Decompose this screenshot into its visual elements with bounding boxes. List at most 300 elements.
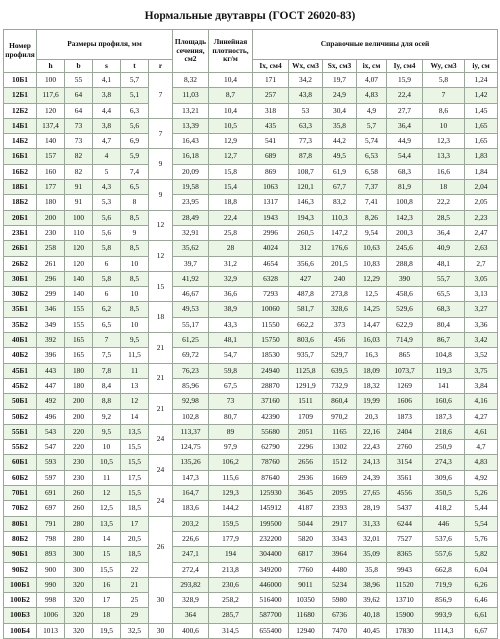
cell-Wx: 2051 xyxy=(289,424,323,439)
cell-Sx: 30,4 xyxy=(323,103,357,118)
table-row xyxy=(4,210,498,225)
cell-s: 15,5 xyxy=(93,562,121,577)
cell-iy: 6,61 xyxy=(465,608,498,623)
cell-density: 8,7 xyxy=(209,88,253,103)
cell-t: 18,5 xyxy=(121,501,149,516)
cell-Iy: 3561 xyxy=(387,470,423,485)
header-dimensions: Размеры профиля, мм xyxy=(37,30,173,60)
cell-iy: 3,36 xyxy=(465,317,498,332)
cell-t: 6,5 xyxy=(121,180,149,195)
cell-area: 32,91 xyxy=(173,225,209,240)
cell-Sx: 7470 xyxy=(323,623,357,638)
header-r: r xyxy=(149,60,173,73)
cell-s: 11 xyxy=(93,470,121,485)
cell-Wx: 7760 xyxy=(289,562,323,577)
cell-Ix: 87640 xyxy=(253,470,289,485)
cell-h: 392 xyxy=(37,333,65,348)
cell-Iy: 27,7 xyxy=(387,103,423,118)
cell-t: 18,5 xyxy=(121,547,149,562)
cell-ix: 4,07 xyxy=(357,73,387,88)
cell-s: 14 xyxy=(93,531,121,546)
cell-ix: 40,18 xyxy=(357,608,387,623)
cell-Iy: 529,6 xyxy=(387,302,423,317)
cell-Wx: 312 xyxy=(289,241,323,256)
cell-b: 260 xyxy=(65,486,93,501)
cell-t: 15,5 xyxy=(121,455,149,470)
cell-Ix: 28870 xyxy=(253,378,289,393)
cell-b: 200 xyxy=(65,394,93,409)
cell-Wy: 141 xyxy=(423,378,465,393)
cell-Wx: 87,8 xyxy=(289,149,323,164)
cell-t: 29 xyxy=(121,608,149,623)
cell-h: 137,4 xyxy=(37,118,65,133)
cell-area: 113,37 xyxy=(173,424,209,439)
cell-iy: 3,52 xyxy=(465,348,498,363)
cell-Iy: 15900 xyxy=(387,608,423,623)
cell-area: 16,18 xyxy=(173,149,209,164)
cell-profile: 45Б1 xyxy=(4,363,37,378)
cell-iy: 4,83 xyxy=(465,455,498,470)
cell-b: 320 xyxy=(65,593,93,608)
cell-Sx: 5234 xyxy=(323,577,357,592)
cell-Ix: 7293 xyxy=(253,287,289,302)
cell-t: 9,5 xyxy=(121,333,149,348)
cell-profile: 50Б2 xyxy=(4,409,37,424)
cell-area: 102,8 xyxy=(173,409,209,424)
cell-profile: 10Б1 xyxy=(4,73,37,88)
cell-density: 80,7 xyxy=(209,409,253,424)
cell-density: 97,9 xyxy=(209,440,253,455)
cell-b: 91 xyxy=(65,195,93,210)
cell-density: 54,7 xyxy=(209,348,253,363)
cell-Sx: 67,7 xyxy=(323,180,357,195)
cell-area: 8,32 xyxy=(173,73,209,88)
cell-profile: 40Б1 xyxy=(4,333,37,348)
cell-t: 25 xyxy=(121,593,149,608)
cell-Wy: 40,9 xyxy=(423,241,465,256)
table-row xyxy=(4,577,498,592)
cell-ix: 16,3 xyxy=(357,348,387,363)
cell-b: 64 xyxy=(65,103,93,118)
header-wx: Wx, см3 xyxy=(289,60,323,73)
cell-r: 30 xyxy=(149,577,173,623)
cell-Wy: 68,3 xyxy=(423,302,465,317)
header-reference-values: Справочные величины для осей xyxy=(253,30,498,60)
cell-s: 6 xyxy=(93,287,121,302)
cell-Iy: 5437 xyxy=(387,501,423,516)
cell-Wy: 418,2 xyxy=(423,501,465,516)
cell-iy: 2,23 xyxy=(465,210,498,225)
header-area: Площадь сечения, см2 xyxy=(173,30,209,73)
cell-Iy: 1269 xyxy=(387,378,423,393)
table-row xyxy=(4,225,498,240)
cell-Sx: 1512 xyxy=(323,455,357,470)
cell-Wx: 1125,8 xyxy=(289,363,323,378)
cell-Wx: 662,2 xyxy=(289,317,323,332)
cell-density: 194 xyxy=(209,547,253,562)
cell-Sx: 19,7 xyxy=(323,73,357,88)
cell-density: 15,8 xyxy=(209,164,253,179)
cell-t: 5,9 xyxy=(121,149,149,164)
cell-Wy: 446 xyxy=(423,516,465,531)
cell-area: 46,67 xyxy=(173,287,209,302)
cell-h: 543 xyxy=(37,424,65,439)
cell-t: 13 xyxy=(121,378,149,393)
cell-Wx: 2656 xyxy=(289,455,323,470)
cell-Wy: 160,6 xyxy=(423,394,465,409)
cell-s: 13,5 xyxy=(93,516,121,531)
cell-ix: 12,5 xyxy=(357,287,387,302)
cell-area: 226,6 xyxy=(173,531,209,546)
cell-r: 7 xyxy=(149,118,173,149)
cell-b: 220 xyxy=(65,424,93,439)
cell-area: 41,92 xyxy=(173,271,209,286)
cell-iy: 5,44 xyxy=(465,501,498,516)
cell-Wx: 1291,9 xyxy=(289,378,323,393)
cell-iy: 5,76 xyxy=(465,531,498,546)
cell-Wx: 4187 xyxy=(289,501,323,516)
cell-ix: 10,83 xyxy=(357,256,387,271)
cell-Sx: 2917 xyxy=(323,516,357,531)
cell-h: 100 xyxy=(37,73,65,88)
cell-h: 349 xyxy=(37,317,65,332)
cell-Wy: 16,6 xyxy=(423,164,465,179)
cell-ix: 40,45 xyxy=(357,623,387,638)
cell-Ix: 1063 xyxy=(253,180,289,195)
cell-ix: 18,32 xyxy=(357,378,387,393)
table-row xyxy=(4,302,498,317)
cell-ix: 31,33 xyxy=(357,516,387,531)
cell-s: 7,5 xyxy=(93,348,121,363)
cell-s: 4,7 xyxy=(93,134,121,149)
cell-iy: 4,7 xyxy=(465,440,498,455)
cell-density: 10,4 xyxy=(209,103,253,118)
cell-Wx: 487,8 xyxy=(289,287,323,302)
cell-iy: 5,82 xyxy=(465,547,498,562)
cell-ix: 35,8 xyxy=(357,562,387,577)
cell-t: 8 xyxy=(121,195,149,210)
cell-Sx: 5980 xyxy=(323,593,357,608)
cell-area: 124,75 xyxy=(173,440,209,455)
cell-s: 12,5 xyxy=(93,501,121,516)
table-row xyxy=(4,470,498,485)
cell-ix: 24,39 xyxy=(357,470,387,485)
cell-Iy: 865 xyxy=(387,348,423,363)
table-row xyxy=(4,287,498,302)
header-ix-moment: Ix, см4 xyxy=(253,60,289,73)
cell-Wy: 719,9 xyxy=(423,577,465,592)
cell-density: 32,9 xyxy=(209,271,253,286)
cell-Sx: 639,5 xyxy=(323,363,357,378)
cell-Ix: 125930 xyxy=(253,486,289,501)
table-row xyxy=(4,195,498,210)
cell-area: 13,39 xyxy=(173,118,209,133)
cell-Sx: 61,9 xyxy=(323,164,357,179)
table-row xyxy=(4,486,498,501)
cell-s: 4,3 xyxy=(93,180,121,195)
cell-Wx: 1709 xyxy=(289,409,323,424)
cell-iy: 3,13 xyxy=(465,287,498,302)
cell-r: 12 xyxy=(149,210,173,241)
cell-density: 314,5 xyxy=(209,623,253,638)
cell-iy: 3,75 xyxy=(465,363,498,378)
cell-Iy: 714,9 xyxy=(387,333,423,348)
cell-Wy: 65,5 xyxy=(423,287,465,302)
cell-density: 285,7 xyxy=(209,608,253,623)
cell-r: 24 xyxy=(149,455,173,486)
cell-Iy: 1073,7 xyxy=(387,363,423,378)
cell-Wx: 6817 xyxy=(289,547,323,562)
cell-Wx: 108,7 xyxy=(289,164,323,179)
cell-Wx: 146,3 xyxy=(289,195,323,210)
cell-h: 1006 xyxy=(37,608,65,623)
cell-iy: 4,92 xyxy=(465,470,498,485)
table-row xyxy=(4,562,498,577)
cell-t: 17,5 xyxy=(121,470,149,485)
cell-h: 296 xyxy=(37,271,65,286)
cell-ix: 39,62 xyxy=(357,593,387,608)
cell-profile: 35Б1 xyxy=(4,302,37,317)
cell-ix: 16,03 xyxy=(357,333,387,348)
cell-Sx: 328,6 xyxy=(323,302,357,317)
cell-Wx: 935,7 xyxy=(289,348,323,363)
cell-Wy: 104,8 xyxy=(423,348,465,363)
cell-b: 140 xyxy=(65,271,93,286)
cell-b: 120 xyxy=(65,256,93,271)
cell-Wy: 1114,3 xyxy=(423,623,465,638)
cell-ix: 12,29 xyxy=(357,271,387,286)
cell-ix: 35,09 xyxy=(357,547,387,562)
cell-profile: 100Б4 xyxy=(4,623,37,638)
cell-Sx: 2095 xyxy=(323,486,357,501)
cell-iy: 6,04 xyxy=(465,562,498,577)
cell-profile: 14Б1 xyxy=(4,118,37,133)
header-sx: Sx, см3 xyxy=(323,60,357,73)
cell-ix: 28,19 xyxy=(357,501,387,516)
cell-Wx: 3645 xyxy=(289,486,323,501)
cell-ix: 4,83 xyxy=(357,88,387,103)
cell-t: 14 xyxy=(121,409,149,424)
cell-h: 547 xyxy=(37,440,65,455)
cell-area: 39,7 xyxy=(173,256,209,271)
cell-Ix: 15750 xyxy=(253,333,289,348)
cell-Iy: 1873 xyxy=(387,409,423,424)
cell-r: 21 xyxy=(149,394,173,425)
cell-t: 8,5 xyxy=(121,271,149,286)
cell-Sx: 6736 xyxy=(323,608,357,623)
cell-r: 15 xyxy=(149,271,173,302)
cell-area: 76,23 xyxy=(173,363,209,378)
cell-density: 159,5 xyxy=(209,516,253,531)
cell-Wy: 218,6 xyxy=(423,424,465,439)
cell-r: 18 xyxy=(149,302,173,333)
cell-density: 12,9 xyxy=(209,134,253,149)
cell-r: 30 xyxy=(149,623,173,638)
cell-Wy: 55,7 xyxy=(423,271,465,286)
cell-iy: 1,45 xyxy=(465,103,498,118)
table-row xyxy=(4,547,498,562)
cell-Wx: 2296 xyxy=(289,440,323,455)
cell-Wx: 427 xyxy=(289,271,323,286)
cell-Wx: 5820 xyxy=(289,531,323,546)
cell-profile: 40Б2 xyxy=(4,348,37,363)
cell-b: 260 xyxy=(65,501,93,516)
cell-profile: 100Б2 xyxy=(4,593,37,608)
cell-h: 447 xyxy=(37,378,65,393)
cell-profile: 14Б2 xyxy=(4,134,37,149)
cell-Iy: 245,6 xyxy=(387,241,423,256)
cell-Iy: 8365 xyxy=(387,547,423,562)
cell-ix: 24,13 xyxy=(357,455,387,470)
cell-Wx: 1511 xyxy=(289,394,323,409)
cell-density: 10,4 xyxy=(209,73,253,88)
cell-Ix: 516400 xyxy=(253,593,289,608)
cell-profile: 60Б1 xyxy=(4,455,37,470)
cell-Ix: 78760 xyxy=(253,455,289,470)
cell-Wy: 309,6 xyxy=(423,470,465,485)
cell-profile: 100Б3 xyxy=(4,608,37,623)
cell-Wy: 662,8 xyxy=(423,562,465,577)
cell-Iy: 81,9 xyxy=(387,180,423,195)
cell-Wy: 12,3 xyxy=(423,134,465,149)
cell-t: 6,9 xyxy=(121,134,149,149)
cell-s: 4 xyxy=(93,149,121,164)
cell-Iy: 9943 xyxy=(387,562,423,577)
cell-b: 165 xyxy=(65,348,93,363)
cell-density: 15,4 xyxy=(209,180,253,195)
cell-Sx: 110,3 xyxy=(323,210,357,225)
table-row xyxy=(4,608,498,623)
cell-t: 15,5 xyxy=(121,486,149,501)
cell-Wy: 18 xyxy=(423,180,465,195)
cell-s: 9,2 xyxy=(93,409,121,424)
cell-area: 11,03 xyxy=(173,88,209,103)
cell-profile: 45Б2 xyxy=(4,378,37,393)
cell-t: 15,5 xyxy=(121,440,149,455)
cell-Ix: 257 xyxy=(253,88,289,103)
cell-Wy: 13,3 xyxy=(423,149,465,164)
cell-Wx: 63,3 xyxy=(289,118,323,133)
cell-density: 43,3 xyxy=(209,317,253,332)
cell-iy: 1,83 xyxy=(465,149,498,164)
cell-h: 798 xyxy=(37,531,65,546)
cell-profile: 70Б1 xyxy=(4,486,37,501)
cell-Wy: 7 xyxy=(423,88,465,103)
cell-Wx: 12940 xyxy=(289,623,323,638)
cell-t: 10 xyxy=(121,317,149,332)
table-row xyxy=(4,180,498,195)
table-row xyxy=(4,118,498,133)
cell-h: 157 xyxy=(37,149,65,164)
cell-density: 10,5 xyxy=(209,118,253,133)
cell-profile: 20Б1 xyxy=(4,210,37,225)
cell-t: 7,4 xyxy=(121,164,149,179)
cell-Sx: 44,2 xyxy=(323,134,357,149)
cell-Iy: 200,3 xyxy=(387,225,423,240)
cell-iy: 2,47 xyxy=(465,225,498,240)
header-h: h xyxy=(37,60,65,73)
cell-t: 13,5 xyxy=(121,424,149,439)
cell-Wy: 22,2 xyxy=(423,195,465,210)
cell-b: 165 xyxy=(65,333,93,348)
cell-h: 900 xyxy=(37,562,65,577)
cell-s: 18 xyxy=(93,608,121,623)
i-beam-table xyxy=(3,29,498,639)
cell-t: 8,5 xyxy=(121,241,149,256)
cell-s: 12 xyxy=(93,486,121,501)
cell-t: 8,5 xyxy=(121,210,149,225)
cell-Wy: 10 xyxy=(423,118,465,133)
cell-Sx: 732,9 xyxy=(323,378,357,393)
cell-Wx: 194,3 xyxy=(289,210,323,225)
cell-area: 164,7 xyxy=(173,486,209,501)
cell-density: 48,1 xyxy=(209,333,253,348)
cell-s: 15 xyxy=(93,547,121,562)
table-title: Нормальные двутавры (ГОСТ 26020-83) xyxy=(144,10,356,22)
cell-area: 328,9 xyxy=(173,593,209,608)
cell-Iy: 13710 xyxy=(387,593,423,608)
cell-density: 12,7 xyxy=(209,149,253,164)
cell-r: 7 xyxy=(149,73,173,119)
cell-b: 82 xyxy=(65,164,93,179)
table-row xyxy=(4,241,498,256)
cell-Ix: 318 xyxy=(253,103,289,118)
cell-density: 89 xyxy=(209,424,253,439)
cell-Ix: 541 xyxy=(253,134,289,149)
cell-ix: 10,63 xyxy=(357,241,387,256)
cell-area: 92,98 xyxy=(173,394,209,409)
cell-t: 17 xyxy=(121,516,149,531)
cell-Ix: 42390 xyxy=(253,409,289,424)
cell-Sx: 35,8 xyxy=(323,118,357,133)
cell-b: 82 xyxy=(65,149,93,164)
cell-area: 147,3 xyxy=(173,470,209,485)
cell-s: 5,6 xyxy=(93,225,121,240)
cell-s: 7 xyxy=(93,333,121,348)
cell-s: 4,1 xyxy=(93,73,121,88)
cell-area: 49,53 xyxy=(173,302,209,317)
cell-b: 64 xyxy=(65,88,93,103)
cell-t: 5,7 xyxy=(121,73,149,88)
cell-Ix: 2996 xyxy=(253,225,289,240)
cell-s: 10,5 xyxy=(93,455,121,470)
cell-Ix: 11550 xyxy=(253,317,289,332)
table-row xyxy=(4,455,498,470)
cell-area: 35,62 xyxy=(173,241,209,256)
cell-density: 115,6 xyxy=(209,470,253,485)
cell-ix: 5,7 xyxy=(357,118,387,133)
cell-Iy: 17830 xyxy=(387,623,423,638)
table-row xyxy=(4,394,498,409)
cell-Wy: 856,9 xyxy=(423,593,465,608)
cell-h: 140 xyxy=(37,134,65,149)
cell-profile: 23Б1 xyxy=(4,225,37,240)
cell-area: 85,96 xyxy=(173,378,209,393)
cell-s: 6,2 xyxy=(93,302,121,317)
cell-iy: 6,46 xyxy=(465,593,498,608)
cell-s: 5 xyxy=(93,164,121,179)
header-iy-moment: Iy, см4 xyxy=(387,60,423,73)
cell-ix: 22,43 xyxy=(357,440,387,455)
cell-Ix: 349200 xyxy=(253,562,289,577)
cell-density: 106,2 xyxy=(209,455,253,470)
cell-s: 8,4 xyxy=(93,378,121,393)
cell-profile: 50Б1 xyxy=(4,394,37,409)
cell-iy: 6,26 xyxy=(465,577,498,592)
cell-Wy: 250,9 xyxy=(423,440,465,455)
cell-Iy: 100,8 xyxy=(387,195,423,210)
cell-ix: 19,99 xyxy=(357,394,387,409)
